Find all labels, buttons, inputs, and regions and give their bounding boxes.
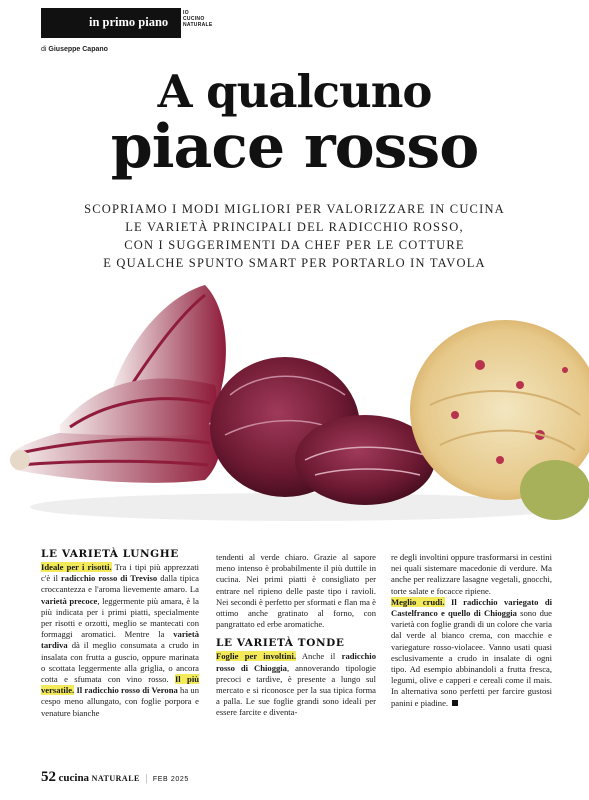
magazine-tag xyxy=(183,10,213,28)
issue-date: FEB 2025 xyxy=(152,776,189,783)
paragraph: tendenti al verde chiaro. Grazie al sapore meno intenso è probabilmente il più duttile in cucina. Nei primi piatti è consigliato per entrare nel ripieno delle paste tipo i ravioli. Nei secondi è perfetto per sformati e flan ma è ottimo anche gratinato al forno, con pangrattato ed erbe aromatiche. xyxy=(216,552,376,630)
text: Anche il xyxy=(296,651,342,662)
bold-text: varietà precoce xyxy=(41,595,98,606)
section-bar xyxy=(41,8,181,38)
brand-name: cucina xyxy=(58,772,90,784)
treviso-radicchio xyxy=(10,285,226,483)
bold-text: radicchio rosso di Treviso xyxy=(60,573,158,584)
section-heading: LE VARIETÀ LUNGHE xyxy=(41,548,179,560)
page-title-line-2: piace rosso xyxy=(110,112,479,182)
castelfranco-radicchio xyxy=(410,320,589,520)
subtitle-line: SCOPRIAMO I MODI MIGLIORI PER VALORIZZARE IN CUCINA xyxy=(84,202,505,216)
byline-author: Giuseppe Capano xyxy=(48,46,108,53)
page-number: 52 xyxy=(41,769,56,785)
article-column-2 xyxy=(216,552,376,719)
highlight: Foglie per involtini. xyxy=(216,651,296,662)
mag-tag-line: IO xyxy=(183,10,189,16)
bold-text: Il radicchio variegato di Castelfranco e quello di Chioggia xyxy=(391,596,553,619)
subtitle-line: CON I SUGGERIMENTI DA CHEF PER LE COTTURE xyxy=(124,238,465,252)
section-heading: LE VARIETÀ TONDE xyxy=(216,637,345,650)
text: , annoverando tipologie precoci e tardive, è presente a lungo sul mercato e si riconosce per la sua tipica forma a palla. Le sue foglie grandi sono ideali per essere farcite e diventa- xyxy=(216,662,376,718)
subtitle-line: E QUALCHE SPUNTO SMART PER PORTARLO IN TAVOLA xyxy=(103,256,486,270)
highlight: Il più versatile. xyxy=(41,674,200,696)
mag-tag-line: NATURALE xyxy=(183,22,213,28)
article-column-3 xyxy=(391,552,552,709)
page-title-line-1: A qualcuno xyxy=(157,65,432,118)
text: ha un cespo meno allungato, con foglie porpora e venature bianche xyxy=(41,685,199,718)
end-mark-icon xyxy=(452,700,458,706)
bold-text: varietà tardiva xyxy=(41,629,199,651)
page-footer xyxy=(41,769,189,786)
paragraph xyxy=(41,562,199,719)
subtitle xyxy=(0,200,589,272)
brand-name-suffix: NATURALE xyxy=(91,774,140,783)
byline-prefix: di xyxy=(41,46,47,53)
paragraph: re degli involtini oppure trasformarsi in cestini nei quali sistemare macedonie di verdure. Ma anche per realizzare lasagne vegetali, gnocchi, torte salate e focacce ripiene. xyxy=(391,552,552,596)
bold-text: radicchio rosso di Chioggia xyxy=(216,651,376,673)
chioggia-radicchio xyxy=(210,357,435,505)
text: Tra i tipi più apprezzati c'è il xyxy=(41,562,199,584)
article-column-1 xyxy=(41,548,199,719)
bold-text: Il radicchio rosso di Verona xyxy=(76,685,178,696)
highlight: Meglio crudi. xyxy=(391,596,445,607)
text: dà il meglio consumata a crudo in insalata con frutta a guscio, oppure marinata o scottata leggermente alla griglia, o ancora cotta e sfumata con vino rosso. xyxy=(41,640,199,685)
section-label: in primo piano xyxy=(89,15,169,29)
text: dalla tipica croccantezza e l'aroma lievemente amaro. La xyxy=(41,573,199,595)
text: , leggermente più amara, è la più indicata per i primi piatti, specialmente per risotti e orzotti, meglio se mantecati con formaggi aromatici. Mentre la xyxy=(41,595,199,640)
mag-tag-line: CUCINO xyxy=(183,16,205,22)
footer-separator: | xyxy=(145,773,148,784)
paragraph xyxy=(216,651,376,718)
paragraph xyxy=(391,597,552,709)
highlight: Ideale per i risotti. xyxy=(41,562,112,572)
subtitle-line: LE VARIETÀ PRINCIPALI DEL RADICCHIO ROSSO, xyxy=(125,220,464,234)
text: sono due varietà con foglie grandi di un colore che varia dal verde al bianco crema, con macchie e variegature rosso-violacee. Vanno usati quasi esclusivamente a crudo in insalate di ogni tipo. Ad esempio abbinandoli a frutta fresca, legumi, olive e capperi e cereali come il mais. In alternativa sono perfetti per farcire gustosi panini e piadine. xyxy=(391,608,552,708)
byline xyxy=(41,46,108,53)
radicchio-photo xyxy=(0,275,589,535)
